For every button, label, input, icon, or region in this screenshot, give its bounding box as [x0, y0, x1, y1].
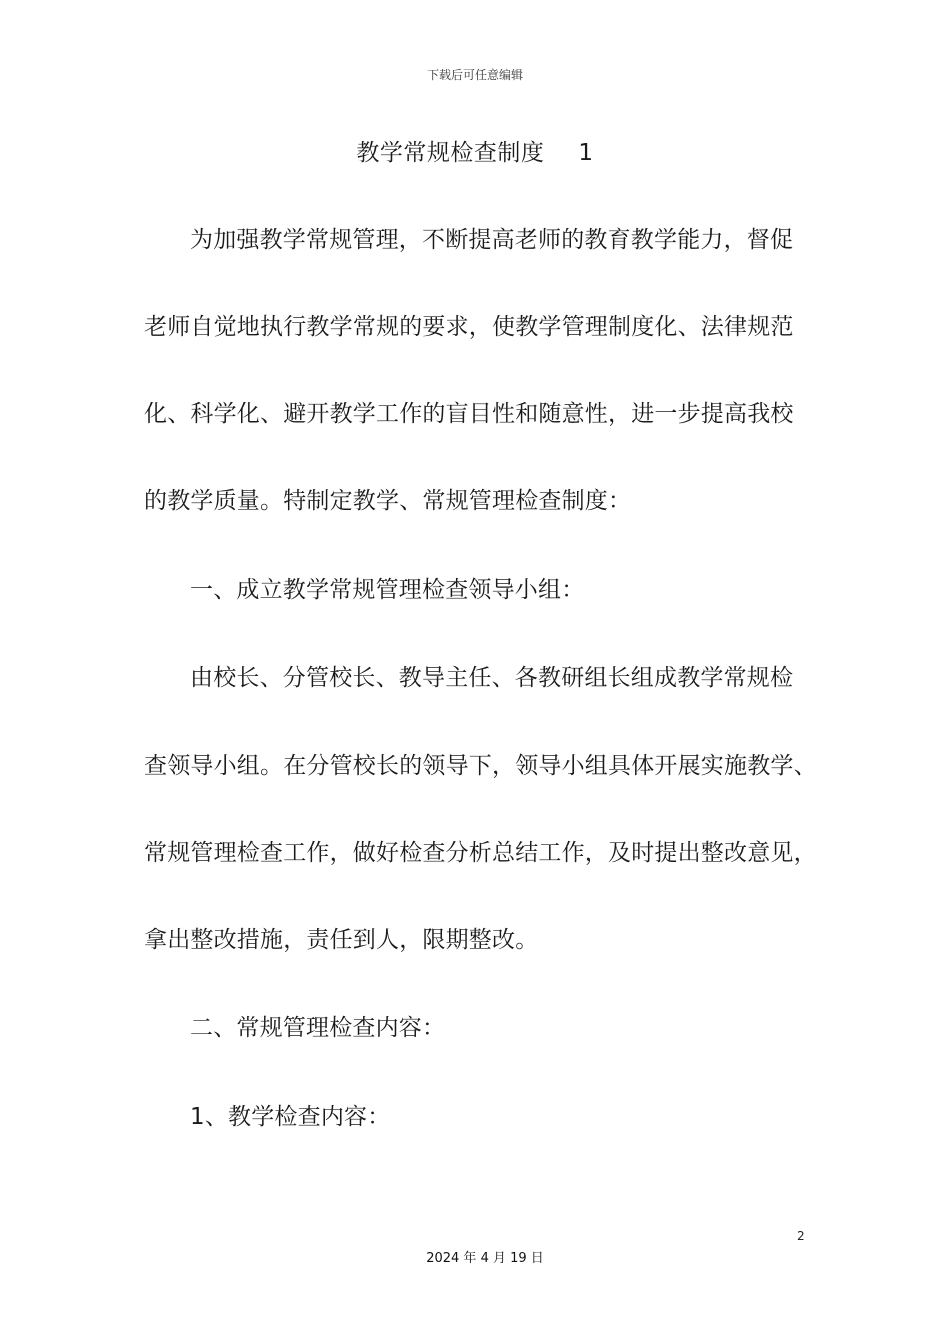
- paragraph-line-6: 查领导小组。在分管校长的领导下，领导小组具体开展实施教学、: [144, 753, 817, 779]
- paragraph-line-3: 化、科学化、避开教学工作的盲目性和随意性，进一步提高我校: [144, 401, 794, 427]
- header-note: 下载后可任意编辑: [426, 68, 523, 82]
- subsection-heading-1: 1、教学检查内容：: [190, 1104, 391, 1130]
- document-title-number: 1: [578, 140, 594, 166]
- section-heading-2: 二、常规管理检查内容：: [190, 1015, 446, 1041]
- paragraph-line-1: 为加强教学常规管理，不断提高老师的教育教学能力，督促: [190, 227, 794, 253]
- footer-date: 2024 年 4 月 19 日: [426, 1251, 544, 1266]
- paragraph-line-2: 老师自觉地执行教学常规的要求，使教学管理制度化、法律规范: [144, 314, 794, 340]
- paragraph-line-5: 由校长、分管校长、教导主任、各教研组长组成教学常规检: [190, 665, 794, 691]
- page-number: 2: [797, 1229, 805, 1243]
- paragraph-line-8: 拿出整改措施，责任到人，限期整改。: [144, 927, 539, 953]
- paragraph-line-4: 的教学质量。特制定教学、常规管理检查制度：: [144, 488, 632, 514]
- section-heading-1: 一、成立教学常规管理检查领导小组：: [190, 577, 585, 603]
- paragraph-line-7: 常规管理检查工作，做好检查分析总结工作，及时提出整改意见，: [144, 840, 817, 866]
- document-title-text: 教学常规检查制度: [356, 140, 545, 166]
- document-title: [0, 134, 950, 167]
